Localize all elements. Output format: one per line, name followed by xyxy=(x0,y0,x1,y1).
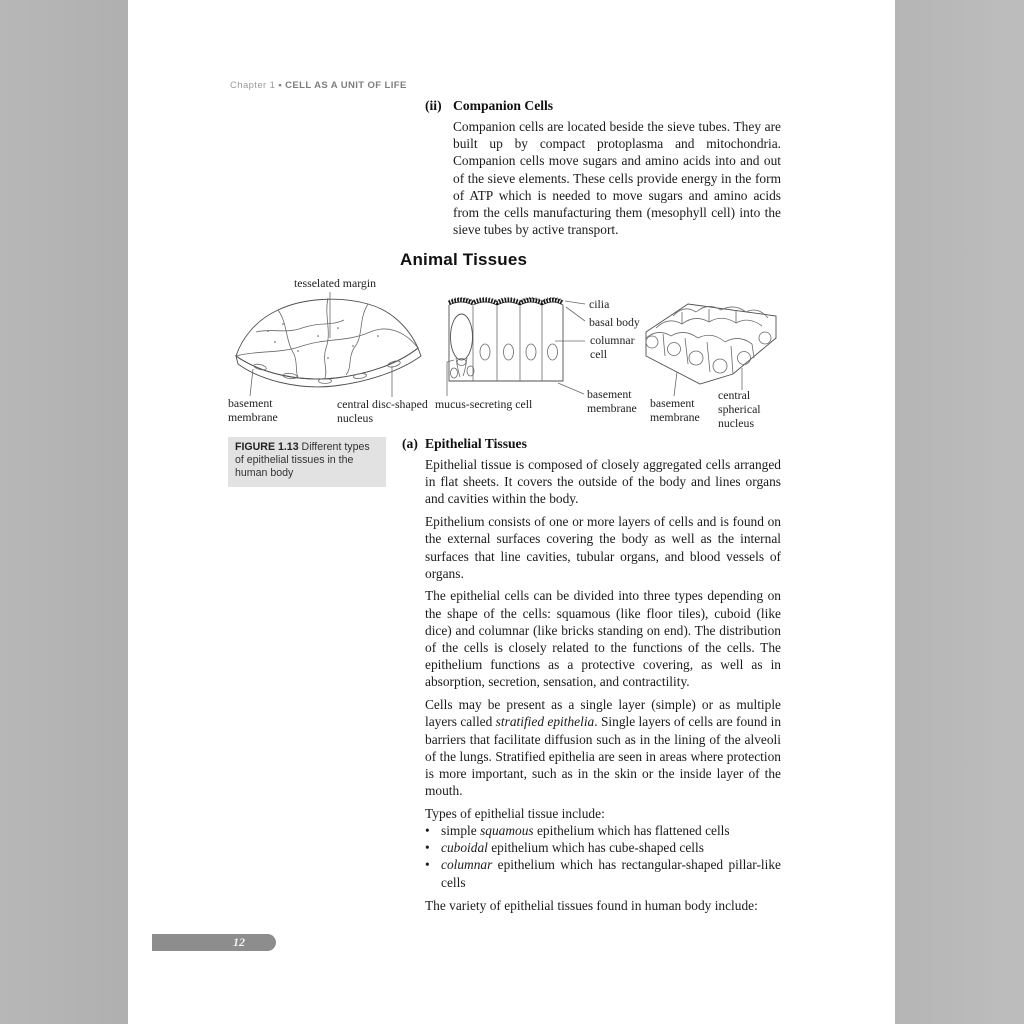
figure-number: FIGURE 1.13 xyxy=(235,441,299,453)
label-central-spherical-nucleus: central spherical nucleus xyxy=(718,388,761,431)
section-heading: Companion Cells xyxy=(453,98,554,113)
bullet-dot: • xyxy=(425,857,430,873)
list-item: • simple squamous epithelium which has flattened cells xyxy=(425,823,730,839)
chapter-title: CELL AS A UNIT OF LIFE xyxy=(285,80,407,91)
paragraph: Cells may be present as a single layer (simple) or as multiple layers called stratified epithelia. Single layers of cells are found in barriers that facilitate diffusion such as in the lining of the alveoli of the lungs. Stratified epithelia are seen in areas where protection is more important, such as in the skin or the inside layer of the mouth. xyxy=(425,697,782,799)
epithelial-tissues-section xyxy=(402,436,781,914)
animal-tissues-heading: Animal Tissues xyxy=(400,250,528,269)
label-cilia: cilia xyxy=(589,297,610,311)
list-intro: Types of epithelial tissue include: xyxy=(425,805,605,821)
label-basement-membrane: basement membrane xyxy=(587,387,637,416)
header-bullet: • xyxy=(278,80,283,91)
cuboidal-epithelium-diagram xyxy=(646,304,776,396)
page-number-bar xyxy=(152,934,276,951)
label-mucus-secreting-cell: mucus-secreting cell xyxy=(435,397,533,411)
running-header xyxy=(230,80,407,91)
label-tesselated-margin: tesselated margin xyxy=(294,276,377,290)
label-basement-membrane: basement membrane xyxy=(228,396,278,425)
chapter-label: Chapter 1 xyxy=(230,80,276,91)
section-index: (a) xyxy=(402,436,418,451)
columnar-epithelium-diagram xyxy=(447,298,585,396)
label-basal-body: basal body xyxy=(589,315,640,329)
companion-cells-paragraph: Companion cells are located beside the sieve tubes. They are built up by compact protoplasma and mitochondria. Companion cells move sugars and amino acids into and out of the sieve elements. These cells provide energy in the form of ATP which is needed to move sugars and amino acids from the cells manufacturing them (mesophyll cell) into the sieve tubes by active transport. xyxy=(453,119,781,238)
squamous-epithelium-diagram xyxy=(236,292,421,397)
bullet-dot: • xyxy=(425,823,430,839)
figure-caption xyxy=(228,437,386,487)
bullet-dot: • xyxy=(425,840,430,856)
figure-caption-text: Different types of epithelial tissues in the human body xyxy=(235,441,370,480)
paragraph: Epithelium consists of one or more layers of cells and is found on the external surfaces covering the body as well as the internal surfaces that line cavities, tubular organs, and blood vessels of organs. xyxy=(425,514,781,581)
book-page xyxy=(128,0,895,1024)
closing-line: The variety of epithelial tissues found in human body include: xyxy=(425,897,758,913)
section-index: (ii) xyxy=(425,98,442,113)
section-heading: Epithelial Tissues xyxy=(425,436,527,451)
page-number: 12 xyxy=(233,935,245,949)
label-columnar-cell: columnar cell xyxy=(590,333,635,362)
goblet-vesicle xyxy=(451,314,473,360)
paragraph: Epithelial tissue is composed of closely aggregated cells arranged in flat sheets. It covers the outside of the body and lines organs and cavities within the body. xyxy=(425,457,781,507)
list-item: • cuboidal epithelium which has cube-shaped cells xyxy=(425,840,704,856)
companion-cells-section xyxy=(425,98,781,238)
paragraph: The epithelial cells can be divided into three types depending on the shape of the cells: squamous (like floor tiles), cuboid (like dice) and columnar (like bricks standing on end). The distribution of the cells is closely related to the functions of the cells. The epithelium functions as a protective covering, as well as in absorption, secretion, sensation, and contractility. xyxy=(425,588,781,690)
label-basement-membrane: basement membrane xyxy=(650,396,700,425)
label-central-disc-shaped-nucleus: central disc-shaped nucleus xyxy=(337,397,428,426)
list-item: • columnar epithelium which has rectangular-shaped pillar-like cells xyxy=(425,857,781,890)
